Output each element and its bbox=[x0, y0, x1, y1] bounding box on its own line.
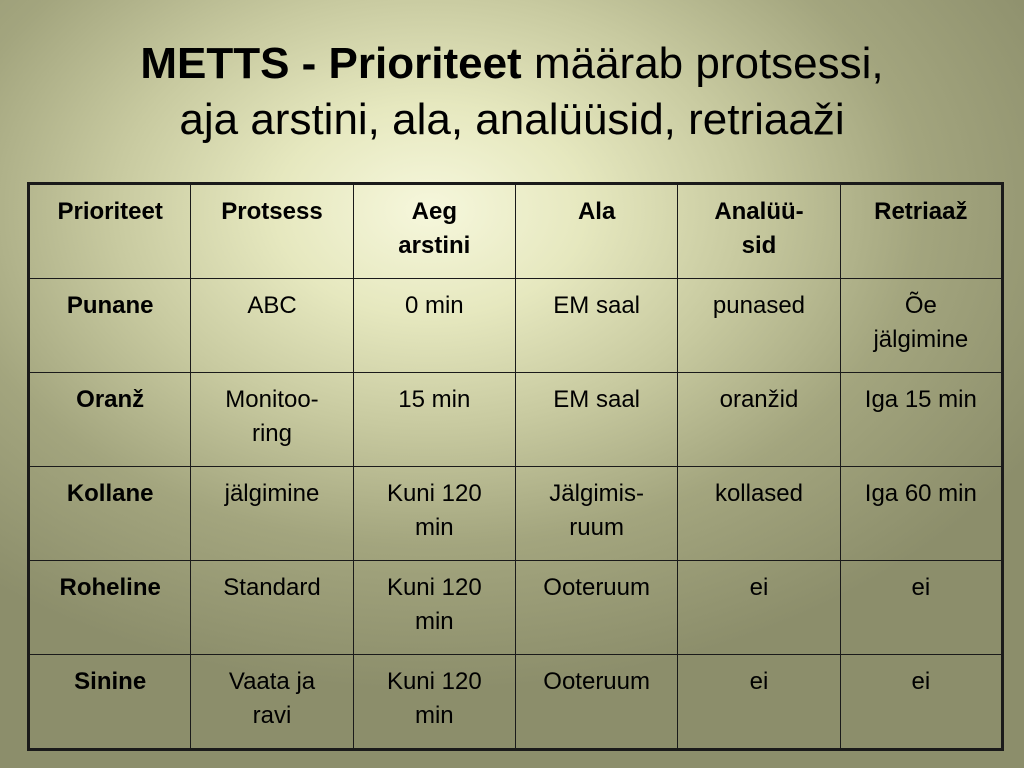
table-cell bbox=[515, 467, 677, 561]
cell-line: min bbox=[414, 608, 454, 635]
table-cell bbox=[840, 373, 1002, 467]
table-cell bbox=[515, 279, 677, 373]
table-cell bbox=[353, 561, 515, 655]
priority-label: Oranž bbox=[76, 386, 145, 413]
cell-line: Ooteruum bbox=[543, 574, 650, 601]
header-line: Retriaaž bbox=[874, 198, 968, 225]
table-row bbox=[29, 467, 1003, 561]
cell-line: Standard bbox=[223, 574, 321, 601]
row-priority-cell bbox=[29, 467, 191, 561]
title-bold: METTS - Prioriteet bbox=[140, 39, 522, 88]
table-cell bbox=[353, 373, 515, 467]
table-cell bbox=[515, 561, 677, 655]
header-priority bbox=[29, 184, 191, 279]
cell-line: ruum bbox=[569, 514, 624, 541]
title-line-2: aja arstini, ala, analüüsid, retriaaži bbox=[179, 95, 845, 144]
cell-line: Kuni 120 bbox=[386, 574, 482, 601]
cell-line: ei bbox=[749, 668, 769, 695]
table-cell bbox=[191, 373, 353, 467]
table-row bbox=[29, 279, 1003, 373]
title-line-1 bbox=[0, 36, 1024, 92]
row-priority-cell bbox=[29, 279, 191, 373]
cell-line: min bbox=[414, 702, 454, 729]
header-row bbox=[29, 184, 1003, 279]
priority-label: Roheline bbox=[59, 574, 161, 601]
table-row bbox=[29, 655, 1003, 750]
table-header bbox=[29, 184, 1003, 279]
table-cell bbox=[353, 467, 515, 561]
header-line: Aeg bbox=[411, 198, 457, 225]
table-cell bbox=[840, 561, 1002, 655]
table-cell bbox=[191, 655, 353, 750]
cell-line: Jälgimis- bbox=[549, 480, 644, 507]
title-rest: määrab protsessi, bbox=[521, 39, 884, 88]
table-cell bbox=[678, 561, 840, 655]
cell-line: EM saal bbox=[553, 292, 640, 319]
cell-line: EM saal bbox=[553, 386, 640, 413]
cell-line: jälgimine bbox=[224, 480, 320, 507]
table-cell bbox=[678, 279, 840, 373]
row-priority-cell bbox=[29, 561, 191, 655]
header-line: Protsess bbox=[221, 198, 323, 225]
table-cell bbox=[191, 279, 353, 373]
cell-line: Kuni 120 bbox=[386, 668, 482, 695]
cell-line: ei bbox=[911, 574, 931, 601]
cell-line: min bbox=[414, 514, 454, 541]
cell-line: ABC bbox=[247, 292, 297, 319]
slide-title bbox=[0, 36, 1024, 148]
table-row bbox=[29, 561, 1003, 655]
header-area bbox=[515, 184, 677, 279]
header-retriage bbox=[840, 184, 1002, 279]
table-cell bbox=[840, 467, 1002, 561]
cell-line: Ooteruum bbox=[543, 668, 650, 695]
table-cell bbox=[515, 373, 677, 467]
table-body bbox=[29, 279, 1003, 750]
metts-table bbox=[27, 182, 1004, 751]
table-cell bbox=[515, 655, 677, 750]
cell-line: ei bbox=[749, 574, 769, 601]
cell-line: ei bbox=[911, 668, 931, 695]
cell-line: jälgimine bbox=[873, 326, 969, 353]
table-cell bbox=[353, 279, 515, 373]
header-line: arstini bbox=[398, 232, 471, 259]
cell-line: Iga 15 min bbox=[864, 386, 977, 413]
cell-line: ring bbox=[251, 420, 292, 447]
cell-line: oranžid bbox=[719, 386, 799, 413]
header-process bbox=[191, 184, 353, 279]
row-priority-cell bbox=[29, 655, 191, 750]
header-analyses bbox=[678, 184, 840, 279]
cell-line: Iga 60 min bbox=[864, 480, 977, 507]
table-cell bbox=[191, 467, 353, 561]
header-line: Ala bbox=[577, 198, 616, 225]
header-line: Analüü- bbox=[714, 198, 804, 225]
table-cell bbox=[353, 655, 515, 750]
header-time-to-doctor bbox=[353, 184, 515, 279]
table-cell bbox=[840, 655, 1002, 750]
header-line: sid bbox=[741, 232, 777, 259]
cell-line: 0 min bbox=[404, 292, 464, 319]
priority-label: Sinine bbox=[74, 668, 147, 695]
header-line: Prioriteet bbox=[57, 198, 163, 225]
cell-line: Kuni 120 bbox=[386, 480, 482, 507]
cell-line: kollased bbox=[714, 480, 803, 507]
table-row bbox=[29, 373, 1003, 467]
cell-line: Vaata ja bbox=[228, 668, 316, 695]
priority-label: Kollane bbox=[66, 480, 154, 507]
table-cell bbox=[678, 655, 840, 750]
cell-line: ravi bbox=[252, 702, 292, 729]
cell-line: Õe bbox=[904, 292, 937, 319]
table-cell bbox=[678, 467, 840, 561]
table-cell bbox=[191, 561, 353, 655]
cell-line: 15 min bbox=[398, 386, 471, 413]
cell-line: Monitoo- bbox=[225, 386, 319, 413]
table-cell bbox=[678, 373, 840, 467]
priority-label: Punane bbox=[66, 292, 154, 319]
table-cell bbox=[840, 279, 1002, 373]
cell-line: punased bbox=[712, 292, 806, 319]
row-priority-cell bbox=[29, 373, 191, 467]
